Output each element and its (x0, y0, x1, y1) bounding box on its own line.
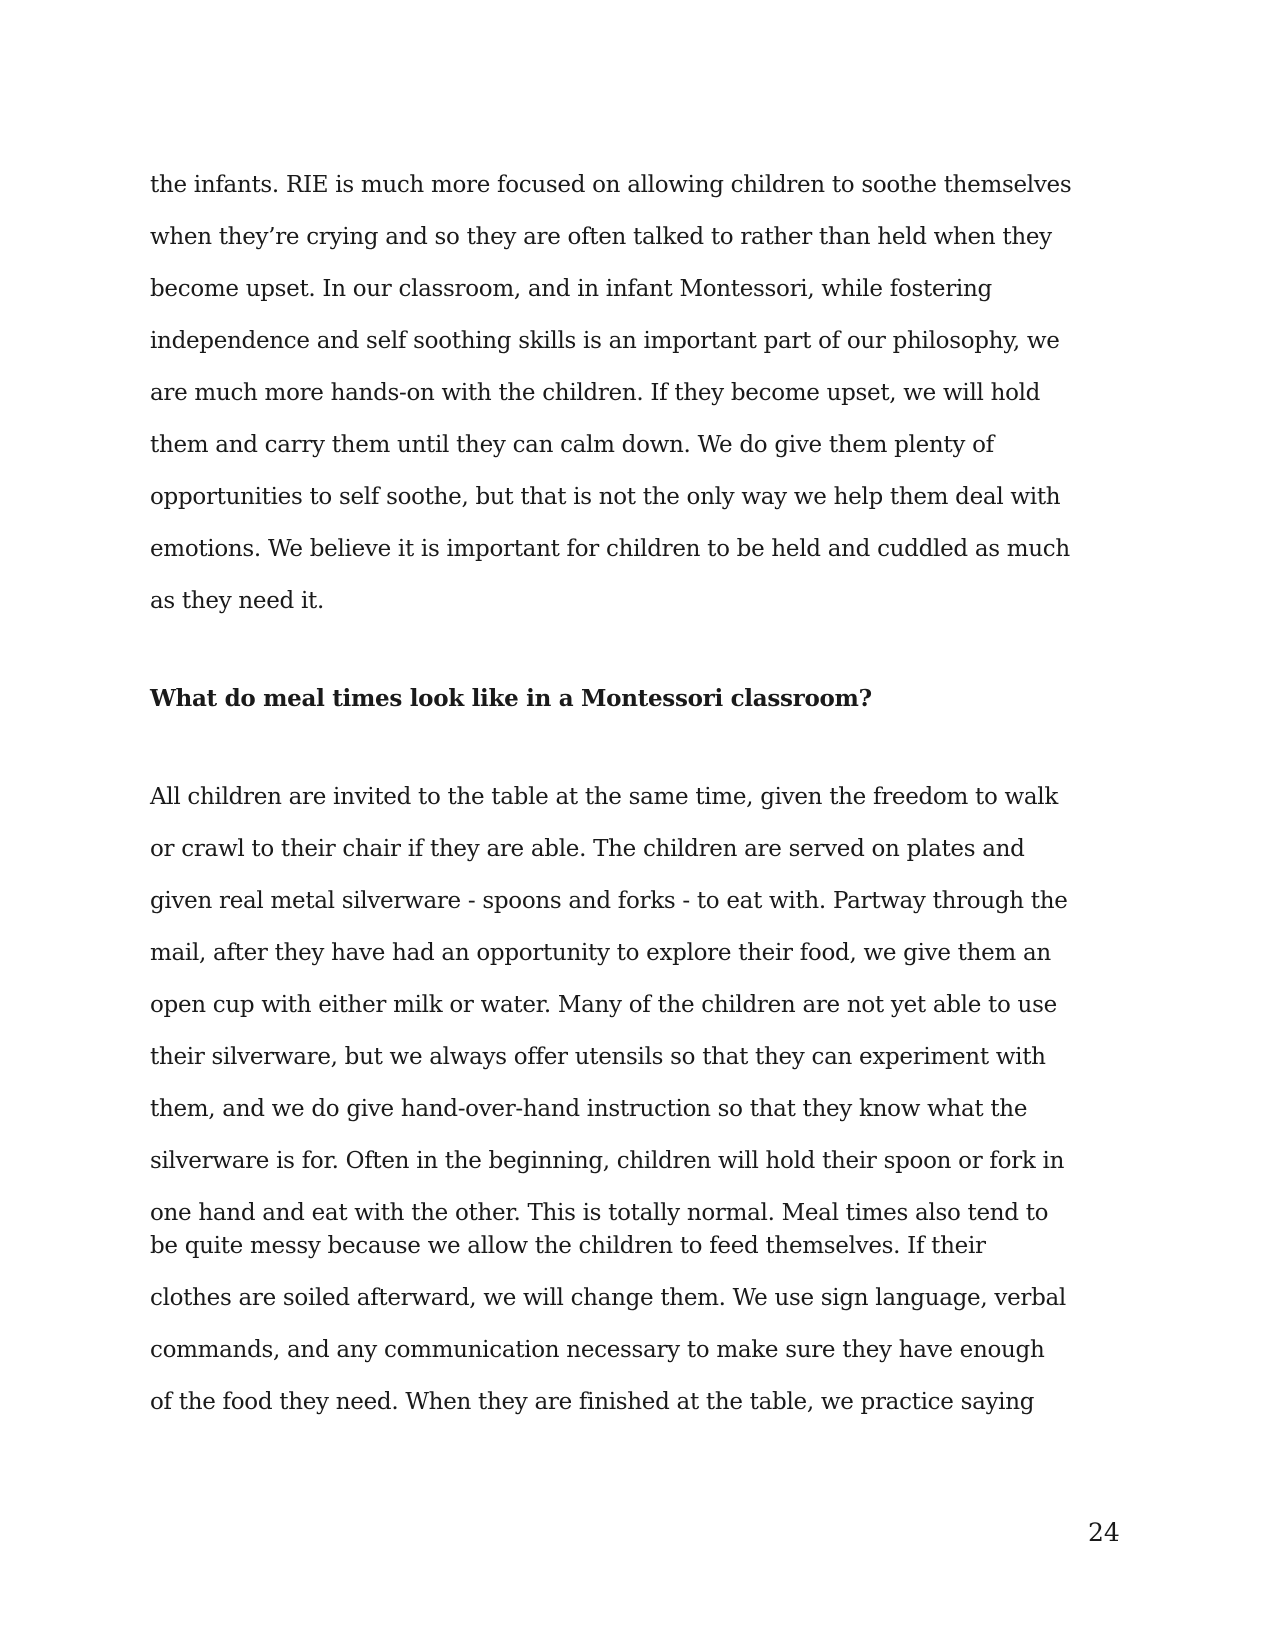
text-line: be quite messy because we allow the children to feed themselves. If their (150, 1233, 986, 1259)
text-line: of the food they need. When they are finished at the table, we practice saying (150, 1389, 1035, 1415)
text-line: become upset. In our classroom, and in infant Montessori, while fostering (150, 276, 992, 302)
page-number: 24 (1088, 1518, 1120, 1547)
text-line: All children are invited to the table at the same time, given the freedom to walk (150, 784, 1058, 810)
text-line: emotions. We believe it is important for children to be held and cuddled as much (150, 536, 1070, 562)
text-line: them and carry them until they can calm down. We do give them plenty of (150, 432, 994, 458)
text-line: mail, after they have had an opportunity to explore their food, we give them an (150, 940, 1051, 966)
text-line: or crawl to their chair if they are able. The children are served on plates and (150, 836, 1025, 862)
text-line: independence and self soothing skills is an important part of our philosophy, we (150, 328, 1060, 354)
text-line: commands, and any communication necessary to make sure they have enough (150, 1337, 1045, 1363)
text-line: their silverware, but we always offer utensils so that they can experiment with (150, 1044, 1046, 1070)
text-line: one hand and eat with the other. This is totally normal. Meal times also tend to (150, 1200, 1049, 1226)
text-line: clothes are soiled afterward, we will change them. We use sign language, verbal (150, 1285, 1066, 1311)
text-line: are much more hands-on with the children. If they become upset, we will hold (150, 380, 1041, 406)
text-line: open cup with either milk or water. Many of the children are not yet able to use (150, 992, 1057, 1018)
text-line: when they’re crying and so they are often talked to rather than held when they (150, 224, 1052, 250)
text-line: the infants. RIE is much more focused on allowing children to soothe themselves (150, 172, 1072, 198)
text-line: as they need it. (150, 588, 324, 614)
text-line: them, and we do give hand-over-hand instruction so that they know what the (150, 1096, 1028, 1122)
text-line: given real metal silverware - spoons and forks - to eat with. Partway through the (150, 888, 1068, 914)
section-heading: What do meal times look like in a Montessori classroom? (150, 685, 872, 712)
text-line: opportunities to self soothe, but that is not the only way we help them deal with (150, 484, 1061, 510)
text-line: silverware is for. Often in the beginning, children will hold their spoon or fork in (150, 1148, 1065, 1174)
